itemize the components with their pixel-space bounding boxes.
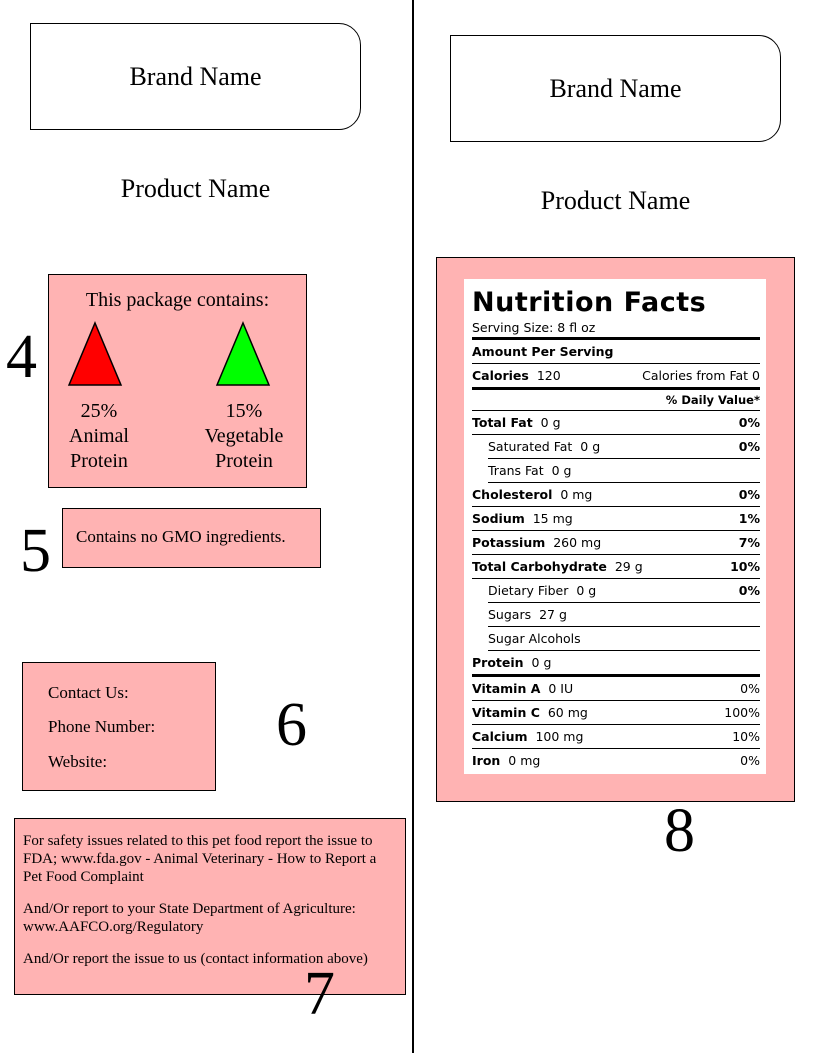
vegetable-protein-line1: Vegetable	[204, 425, 284, 447]
nutrient-daily-value: 10%	[730, 559, 760, 574]
daily-value-header-label: % Daily Value*	[665, 393, 760, 407]
nutrient-row	[488, 459, 760, 483]
nutrient-row	[472, 749, 760, 772]
nutrient-label: Total Carbohydrate	[472, 559, 607, 574]
section-number-4: 4	[6, 323, 37, 391]
website-label: Website:	[48, 752, 108, 771]
safety-fda-text: For safety issues related to this pet food report the issue to FDA; www.fda.gov - Animal Veterinary - How to Report a Pet Food Complaint	[23, 833, 377, 885]
nutrient-amount: 0 mg	[508, 753, 541, 768]
nutrient-daily-value: 0%	[738, 439, 760, 454]
vegetable-protein-label	[189, 399, 299, 474]
nutrient-daily-value: 0%	[738, 415, 760, 430]
contact-box	[22, 662, 216, 791]
calories-from-fat: Calories from Fat 0	[642, 368, 760, 383]
nutrient-amount: 0 IU	[548, 681, 574, 696]
nutrient-row	[488, 603, 760, 627]
safety-contact-text: And/Or report the issue to us (contact information above)	[23, 951, 368, 967]
nutrient-label: Iron	[472, 753, 501, 768]
nutrient-amount: 29 g	[614, 559, 643, 574]
nutrient-label: Total Fat	[472, 415, 533, 430]
nutrient-label: Vitamin A	[472, 681, 541, 696]
nutrient-daily-value: 10%	[732, 729, 760, 744]
nutrient-row	[472, 651, 760, 677]
nutrient-daily-value: 100%	[724, 705, 760, 720]
nutrient-row	[472, 411, 760, 435]
nutrient-amount: 0 mg	[560, 487, 593, 502]
animal-protein-line1: Animal	[69, 425, 129, 447]
nutrient-daily-value: 0%	[738, 583, 760, 598]
nutrient-amount: 0 g	[540, 415, 561, 430]
serving-size: Serving Size: 8 fl oz	[472, 320, 596, 335]
vegetable-protein-percent: 15%	[225, 400, 263, 422]
nutrient-label: Trans Fat	[488, 463, 544, 478]
animal-protein-triangle-icon	[67, 321, 123, 387]
calories-row	[472, 364, 760, 390]
nutrient-label: Dietary Fiber	[488, 583, 569, 598]
nutrient-row	[472, 507, 760, 531]
contact-us-label: Contact Us:	[48, 683, 129, 702]
nutrition-title: Nutrition Facts	[472, 287, 707, 318]
protein-box-title: This package contains:	[85, 289, 270, 311]
nutrient-label: Protein	[472, 655, 524, 670]
nutrient-label: Sugars	[488, 607, 532, 622]
nutrient-amount: 15 mg	[532, 511, 573, 526]
nutrient-amount: 100 mg	[535, 729, 584, 744]
nutrient-label: Sodium	[472, 511, 525, 526]
nutrient-amount: 0 g	[580, 439, 601, 454]
amount-per-serving-label: Amount Per Serving	[472, 344, 614, 359]
nutrient-row	[472, 725, 760, 749]
nutrient-row	[472, 483, 760, 507]
product-name: Product Name	[120, 174, 271, 203]
center-divider	[412, 0, 414, 1053]
nutrient-amount: 0 g	[531, 655, 552, 670]
nutrient-daily-value: 0%	[738, 487, 760, 502]
nutrient-label: Calcium	[472, 729, 528, 744]
nutrient-amount: 0 g	[576, 583, 597, 598]
nutrient-label: Sugar Alcohols	[488, 631, 581, 646]
product-name-right: Product Name	[540, 186, 691, 215]
vegetable-protein-line2: Protein	[215, 450, 273, 472]
nutrient-label: Vitamin C	[472, 705, 540, 720]
nutrient-daily-value: 7%	[738, 535, 760, 550]
nutrient-row	[488, 435, 760, 459]
nutrition-facts-label	[464, 279, 766, 774]
nutrient-amount: 60 mg	[547, 705, 588, 720]
nutrient-amount: 27 g	[539, 607, 567, 622]
animal-protein-percent: 25%	[80, 400, 118, 422]
nutrient-label: Saturated Fat	[488, 439, 573, 454]
animal-protein-line2: Protein	[70, 450, 128, 472]
nutrient-label: Potassium	[472, 535, 546, 550]
nutrient-row	[472, 555, 760, 579]
brand-name-right: Brand Name	[549, 73, 682, 103]
section-number-7: 7	[304, 960, 335, 1028]
nutrient-row	[472, 677, 760, 701]
vegetable-protein-triangle-icon	[215, 321, 271, 387]
nutrient-daily-value: 0%	[740, 681, 760, 696]
nutrient-rows	[472, 411, 760, 772]
protein-box	[48, 274, 307, 488]
calories-value: 120	[536, 368, 561, 383]
gmo-text: Contains no GMO ingredients.	[76, 527, 286, 546]
brand-name-box	[30, 23, 361, 130]
nutrient-amount: 0 g	[551, 463, 572, 478]
brand-name-box-right	[450, 35, 781, 142]
nutrient-row	[488, 627, 760, 651]
brand-name: Brand Name	[129, 61, 262, 91]
section-number-5: 5	[20, 517, 51, 585]
calories-label: Calories	[472, 368, 529, 383]
nutrient-amount: 260 mg	[553, 535, 602, 550]
section-number-8: 8	[664, 797, 695, 865]
nutrient-row	[472, 701, 760, 725]
daily-value-header	[472, 390, 760, 411]
gmo-box	[62, 508, 321, 568]
section-number-6: 6	[276, 691, 307, 759]
safety-aafco-text: And/Or report to your State Department of Agriculture: www.AAFCO.org/Regulatory	[23, 901, 356, 935]
amount-per-serving	[472, 340, 760, 364]
nutrient-row	[472, 531, 760, 555]
nutrient-daily-value: 0%	[740, 753, 760, 768]
safety-box	[14, 818, 406, 995]
animal-protein-label	[49, 399, 149, 474]
nutrient-daily-value: 1%	[738, 511, 760, 526]
nutrient-row	[488, 579, 760, 603]
nutrient-label: Cholesterol	[472, 487, 553, 502]
phone-number-label: Phone Number:	[48, 717, 156, 736]
